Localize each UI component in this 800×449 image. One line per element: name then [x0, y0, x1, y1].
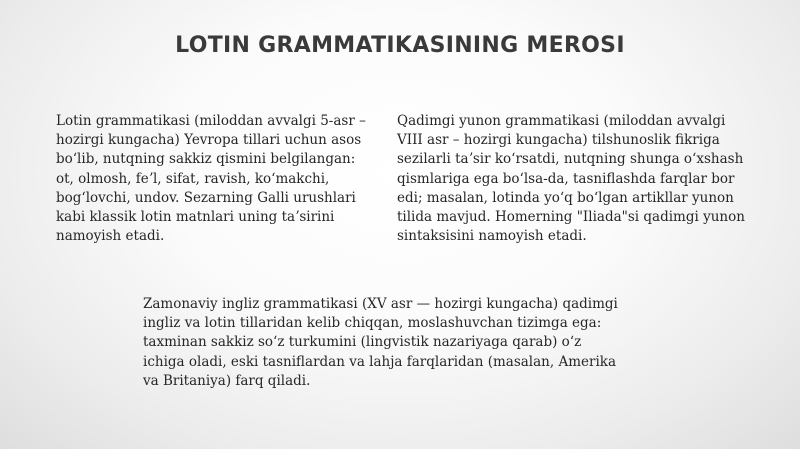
paragraph-english-grammar: Zamonaviy ingliz grammatikasi (XV asr — hozirgi kungacha) qadimgi ingliz va lotin tillaridan kelib chiqqan, moslashuvchan tizimga ega: taxminan sakkiz soʻz turkumini (lingvistik nazariyaga qarab) oʻz ichiga oladi, eski tasniflardan va lahja farqlaridan (masalan, Amerika va Britaniya) farq qiladi. — [143, 296, 618, 389]
slide-title: LOTIN GRAMMATIKASINING MEROSI — [175, 33, 625, 58]
paragraph-latin-grammar: Lotin grammatikasi (miloddan avvalgi 5-asr – hozirgi kungacha) Yevropa tillari uchun asos boʻlib, nutqning sakkiz qismini belgilangan: ot, olmosh, feʼl, sifat, ravish, koʻmakchi, bogʻlovchi, undov. Sezarning Galli urushlari kabi klassik lotin matnlari uning taʼsirini namoyish etadi. — [56, 113, 366, 245]
paragraph-greek-grammar: Qadimgi yunon grammatikasi (miloddan avvalgi VIII asr – hozirgi kungacha) tilshunoslik fikriga sezilarli taʼsir koʻrsatdi, nutqning shunga oʻxshash qismlariga ega boʻlsa-da, tasniflashda farqlar bor edi; masalan, lotinda yoʻq boʻlgan artikllar yunon tilida mavjud. Homerning "Iliada"si qadimgi yunon sintaksisini namoyish etadi. — [397, 113, 745, 245]
